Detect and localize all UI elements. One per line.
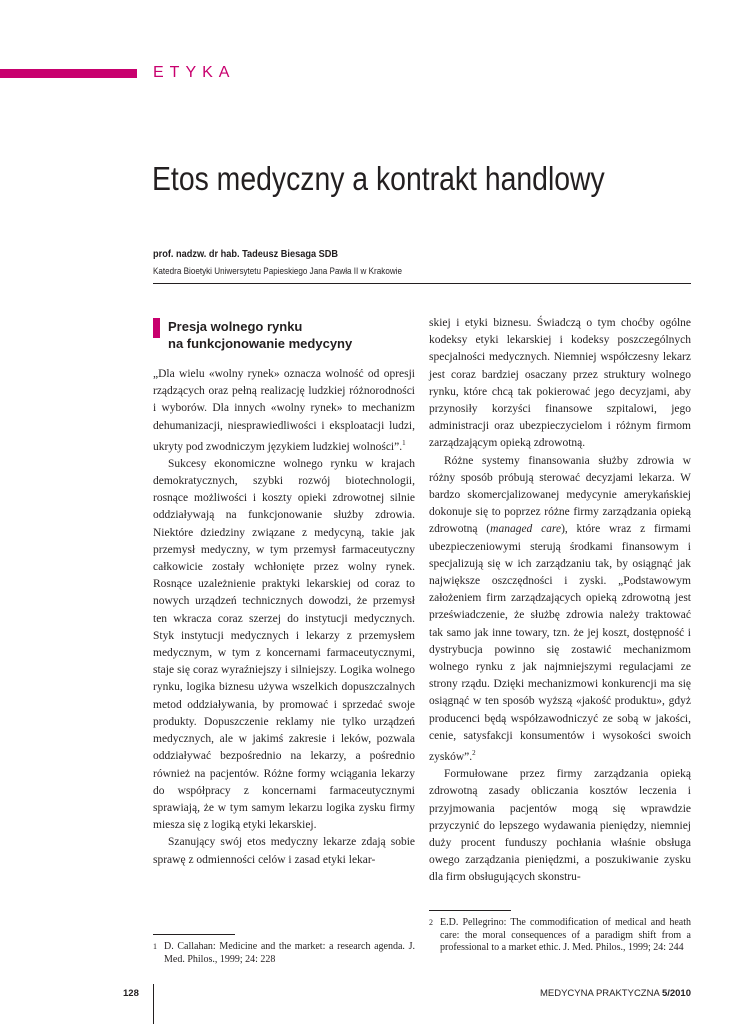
section-heading-line-1: Presja wolnego rynku (168, 319, 303, 334)
footnote-text: D. Callahan: Medicine and the market: a research agenda. J. Med. Philos., 1999; 24: 228 (164, 941, 415, 965)
journal-title: MEDYCYNA PRAKTYCZNA (539, 988, 660, 999)
paragraph-text: Różne systemy finansowania służby zdrowia w różny sposób próbują sterować decyzjami lekarza. W bardzo skomercjalizowanej medycynie amerykańskiej dokonuje się to poprzez różne firmy zarządzania opieką zdrowotną ( (429, 454, 691, 536)
paragraph-text: ), które wraz z firmami ubezpieczeniowymi sterują środkami finansowym i specjalizują się w ich zarządzaniu tak, by osiągnąć jak największe oszczędności i zyski. „Podstawowym założeniem firm zarządzających opieką zdrowotną jest przeświadczenie, że służbę zdrowia należy traktować tak samo jak inne towary, tzn. że jej koszt, dostępność i dystrybucja powinno się zostawić mechanizmom wolnego rynku z jak najmniejszymi regulacjami ze strony rządu. Dzięki mechanizmowi konkurencji ma się osiągnąć w ten sposób wyższą «jakość produktu», gdyż producenci będą współzawodniczyć ze sobą w jakości, cenie, satysfakcji konsumentów i wysokości swoich zysków”. (429, 523, 691, 763)
section-heading (168, 318, 418, 352)
footer-divider (153, 984, 154, 1024)
paragraph: skiej i etyki biznesu. Świadczą o tym choćby ogólne kodeksy etyki lekarskiej i kodeksy poszczególnych specjalności medycznych. Niemniej współczesny lekarz jest coraz bardziej osaczany przez struktury wolnego rynku, które chcą tak pokierować jego decyzjami, aby przynosiły korzyści finansowe szpitalowi, jego administracji oraz ubezpieczycielom i różnym firmom zarządzającym opieką zdrowotną. (429, 317, 691, 450)
heading-marker (153, 318, 160, 338)
footnote (153, 941, 415, 966)
paragraph-text: „Dla wielu «wolny rynek» oznacza wolność od opresji rządzących oraz pełną realizację ludzkiej różnorodności i wyborów. Dla innych «wolny rynek» to mechanizm dehumanizacji, niesprawiedliwości i eksploatacji ludzi, ukryty pod zwodniczym językiem ludzkiej wolności”. (153, 368, 415, 453)
header-divider (153, 283, 691, 284)
paragraph (153, 366, 415, 456)
footnote-number: 2 (429, 918, 433, 927)
footnote-text: E.D. Pellegrino: The commodification of medical and heath care: the moral consequences of a paradigm shift from a professional to a market ethic. J. Med. Philos., 1999; 24: 244 (440, 917, 691, 954)
paragraph (429, 453, 691, 766)
footnote-divider (429, 910, 511, 911)
journal-issue: 5/2010 (661, 988, 691, 999)
footnote-ref: 1 (402, 438, 406, 447)
footnote-ref: 2 (472, 749, 476, 758)
right-column (429, 315, 691, 887)
section-heading-line-2: na funkcjonowanie medycyny (168, 336, 353, 351)
author-name: prof. nadzw. dr hab. Tadeusz Biesaga SDB (153, 249, 339, 260)
footnote (429, 917, 691, 955)
footnote-number: 1 (153, 942, 157, 951)
paragraph: Formułowane przez firmy zarządzania opieką zdrowotną zasady obliczania kosztów leczenia i przyjmowania pacjentów mogą się wprawdzie przyczynić do lepszego wydawania pieniędzy, niemniej duży procent funduszy pochłania właśnie obsługa owego zarządzania pieniędzmi, a poszukiwanie zysku dla firm obsługujących skonstru- (429, 768, 691, 884)
left-column (153, 366, 415, 869)
author-affiliation: Katedra Bioetyki Uniwersytetu Papieskiego Jana Pawła II w Krakowie (153, 266, 402, 276)
article-title: Etos medyczny a kontrakt handlowy (152, 160, 605, 197)
paragraph: Sukcesy ekonomiczne wolnego rynku w krajach demokratycznych, szybki rozwój biotechnologii, rosnące możliwości i koszty opieki zdrowotnej silnie oddziaływają na funkcjonowanie służby zdrowia. Niektóre dziedziny związane z medycyną, takie jak przemysł medyczny, w tym przemysł farmaceutyczny całkowicie zostały wchłonięte przez wolny rynek. Rosnące uzależnienie praktyki lekarskiej od coraz to nowych urządzeń technicznych dowodzi, że przemysł ten wkracza coraz szerzej do instytucji medycznych. Styk instytucji medycznych i lekarzy z przemysłem medycznym, w tym z koncernami farmaceutycznymi, staje się coraz wyraźniejszy i silniejszy. Logika wolnego rynku, logika biznesu używa wszelkich dopuszczalnych metod oddziaływania, by promować i sprzedać swoje produkty. Dopuszczenie reklamy nie tylko urządzeń medycznych, ale w jakimś zakresie i leków, pozwala oddziaływać bezpośrednio na lekarzy, a pośrednio również na pacjentów. Różne formy wciągania lekarzy do współpracy z koncernami farmaceutycznymi sprawiają, że w tym samym lekarzu logika zysku firmy miesza się z logiką etyki lekarskiej. (153, 457, 415, 832)
paragraph: Szanujący swój etos medyczny lekarze zdają sobie sprawę z odmienności celów i zasad etyki lekar- (153, 836, 415, 866)
journal-name (540, 988, 691, 999)
section-color-bar (0, 69, 137, 78)
section-label: ETYKA (153, 64, 236, 81)
emphasis-text: managed care (490, 523, 562, 536)
page-number: 128 (123, 988, 139, 999)
footnote-divider (153, 934, 235, 935)
